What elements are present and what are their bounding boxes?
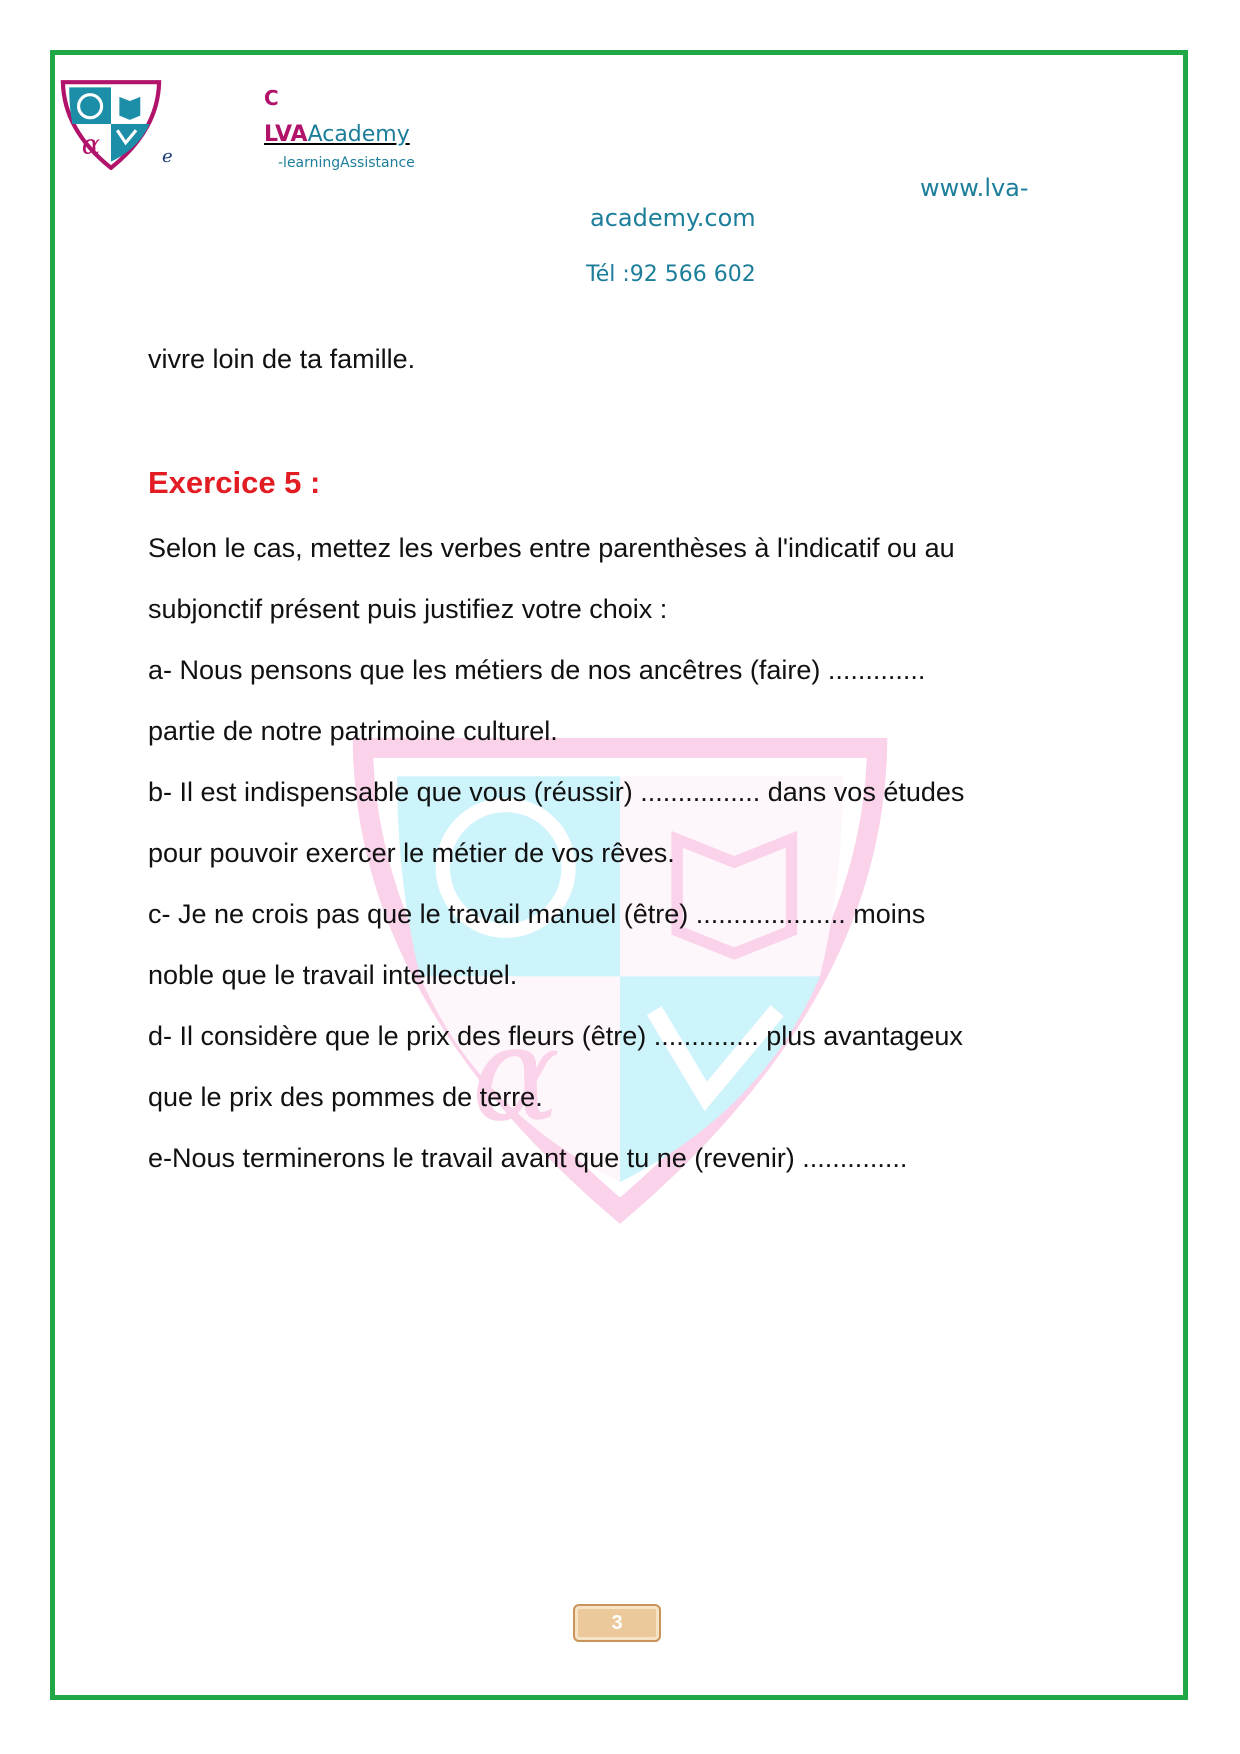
website-line-2: academy.com — [590, 204, 756, 232]
exercise-line: pour pouvoir exercer le métier de vos rêves. — [148, 838, 675, 868]
exercise-line: c- Je ne crois pas que le travail manuel (être) .................... moins — [148, 899, 926, 929]
lva-shield-logo-icon — [58, 78, 164, 170]
exercise-line: e-Nous terminerons le travail avant que tu ne (revenir) .............. — [148, 1143, 908, 1173]
website-line-1: www.lva- — [920, 174, 1029, 202]
exercise-line: b- Il est indispensable que vous (réussir) ................ dans vos études — [148, 777, 965, 807]
brand-academy: Academy — [307, 122, 410, 147]
exercise-line: noble que le travail intellectuel. — [148, 960, 518, 990]
exercise-line: partie de notre patrimoine culturel. — [148, 716, 558, 746]
exercise-line: Selon le cas, mettez les verbes entre parenthèses à l'indicatif ou au — [148, 533, 955, 563]
brand-lva: LVA — [264, 122, 308, 147]
brand-name — [264, 122, 410, 147]
exercise-line: subjonctif présent puis justifiez votre choix : — [148, 594, 668, 624]
intro-line: vivre loin de ta famille. — [148, 344, 416, 374]
logo-letter: e — [162, 146, 173, 167]
exercise-line: que le prix des pommes de terre. — [148, 1082, 543, 1112]
exercise-line: d- Il considère que le prix des fleurs (être) .............. plus avantageux — [148, 1021, 963, 1051]
exercise-title: Exercice 5 : — [148, 465, 321, 500]
svg-text:α: α — [471, 997, 561, 1151]
page-number-badge: 3 — [573, 1604, 661, 1642]
svg-text:α: α — [81, 129, 101, 161]
brand-letter: C — [264, 86, 279, 110]
brand-tagline: -learningAssistance — [278, 155, 415, 171]
phone-number: Tél :92 566 602 — [586, 262, 756, 287]
exercise-line: a- Nous pensons que les métiers de nos ancêtres (faire) ............. — [148, 655, 926, 685]
